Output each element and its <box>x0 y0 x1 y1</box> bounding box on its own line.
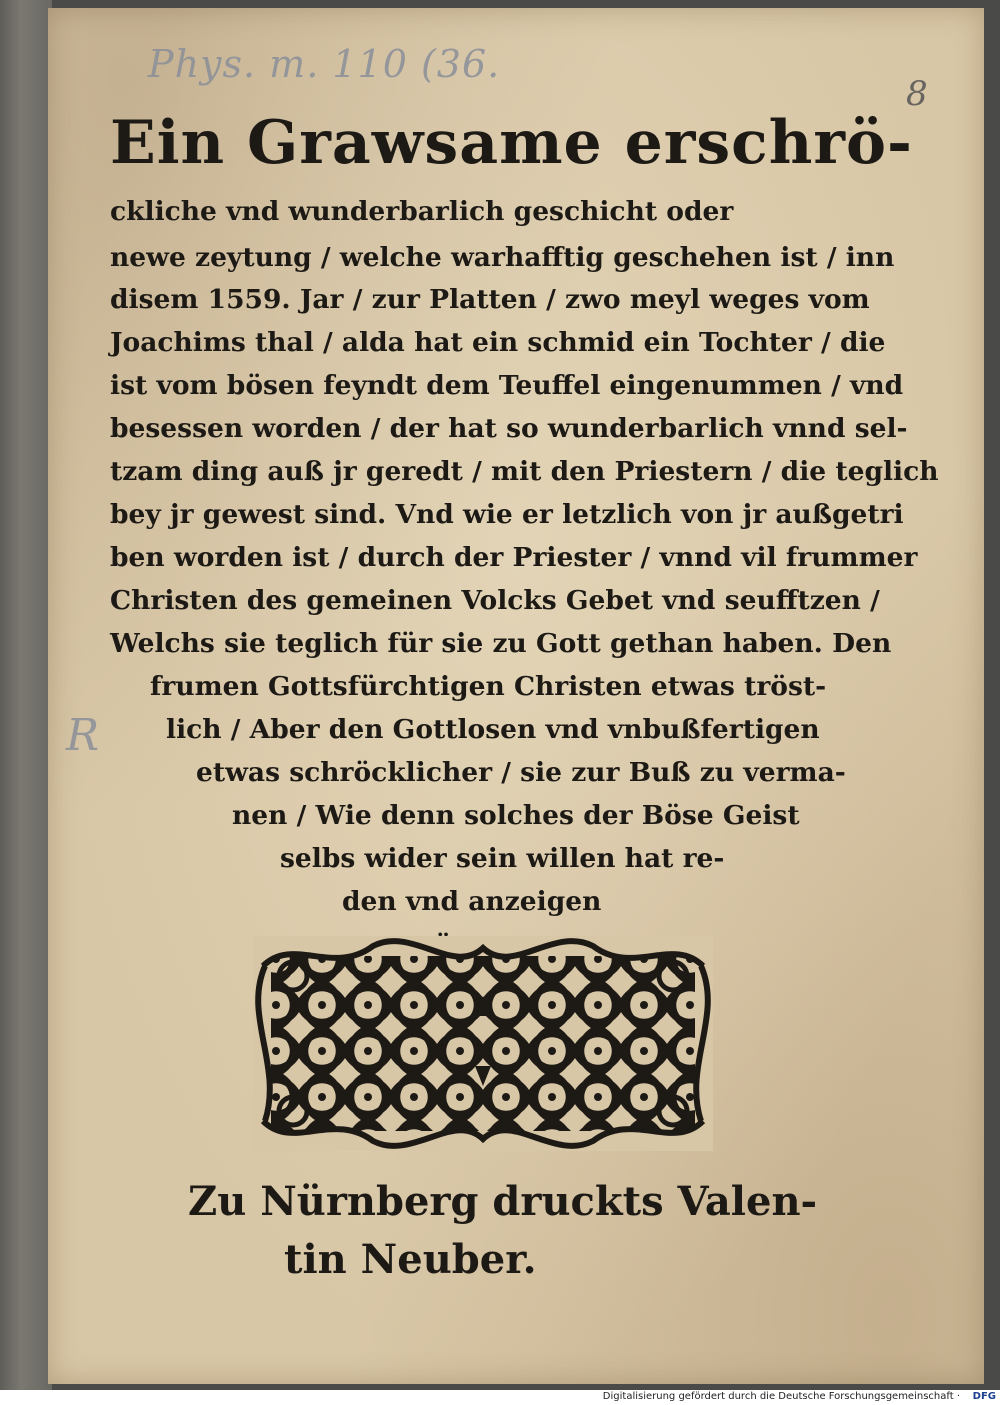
margin-annotation: R <box>66 710 100 761</box>
title-line: Christen des gemeinen Volcks Gebet vnd seufftzen / <box>110 585 880 616</box>
title-line: besessen worden / der hat so wunderbarlich vnnd sel- <box>110 413 908 444</box>
title-line: den vnd anzeigen <box>342 886 602 917</box>
title-line: nen / Wie denn solches der Böse Geist <box>232 800 800 831</box>
title-line: ben worden ist / durch der Priester / vnnd vil frummer <box>110 542 918 573</box>
title-line: bey jr gewest sind. Vnd wie er letzlich von jr außgetri <box>110 499 904 530</box>
footer-credit: Digitalisierung gefördert durch die Deutsche Forschungsgemeinschaft · <box>602 1391 960 1402</box>
title-line: tzam ding auß jr geredt / mit den Priestern / die teglich <box>110 456 939 487</box>
digitization-footer <box>0 1390 1000 1405</box>
title-line: ist vom bösen feyndt dem Teuffel eingenummen / vnd <box>110 370 904 401</box>
title-line: selbs wider sein willen hat re- <box>280 843 725 874</box>
dfg-logo: DFG <box>972 1391 996 1402</box>
folio-number: 8 <box>906 74 928 114</box>
title-line: Ein Grawsame erschrö- <box>110 108 913 178</box>
title-line: Joachims thal / alda hat ein schmid ein Tochter / die <box>110 327 886 358</box>
title-line: disem 1559. Jar / zur Platten / zwo meyl weges vom <box>110 284 870 315</box>
title-line: frumen Gottsfürchtigen Christen etwas tröst- <box>150 671 827 702</box>
title-line: newe zeytung / welche warhafftig geschehen ist / inn <box>110 242 895 273</box>
woodcut-ornament <box>253 936 713 1151</box>
title-page <box>48 8 984 1384</box>
title-line: ckliche vnd wunderbarlich geschicht oder <box>110 196 734 227</box>
imprint-line: Zu Nürnberg druckts Valen- <box>188 1178 818 1225</box>
binding-spine <box>0 0 52 1390</box>
shelfmark-annotation: Phys. m. 110 (36. <box>148 42 501 86</box>
title-line: Welchs sie teglich für sie zu Gott gethan haben. Den <box>110 628 892 659</box>
title-line: lich / Aber den Gottlosen vnd vnbußfertigen <box>166 714 820 745</box>
title-line: etwas schröcklicher / sie zur Buß zu verma- <box>196 757 846 788</box>
imprint-line: tin Neuber. <box>284 1236 537 1283</box>
